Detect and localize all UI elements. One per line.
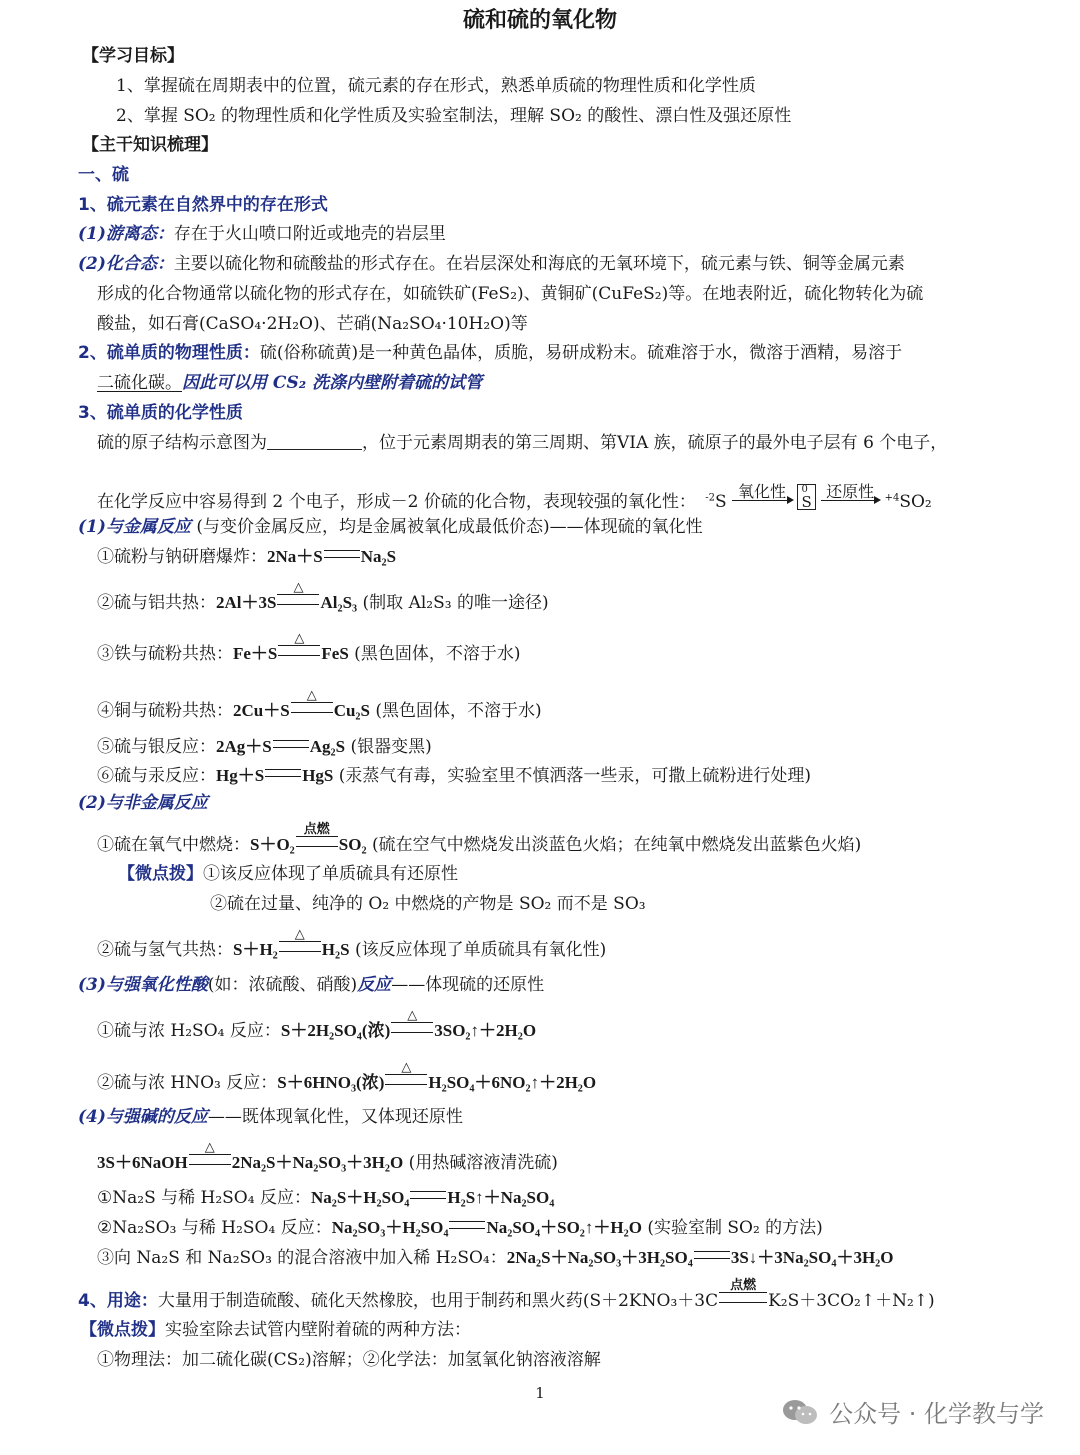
reaction-b1-right: H₂S↑＋Na₂SO₄: [447, 1188, 555, 1207]
reaction-b0: [97, 1140, 1040, 1175]
combined-state-text-1: 主要以硫化物和硫酸盐的形式存在。在岩层深处和海底的无氧环境下，硫元素与铁、铜等金属元素: [173, 254, 905, 274]
reaction-m6-right: HgS: [302, 766, 334, 785]
heading-existence: 1、硫元素在自然界中的存在形式: [78, 195, 328, 215]
heat-sign: [391, 1008, 433, 1033]
reducing-label: 还原性: [826, 482, 875, 501]
heading-chemical: 3、硫单质的化学性质: [78, 403, 243, 423]
reaction-m3-left: Fe＋S: [233, 644, 278, 663]
tip-line-1: [118, 862, 1040, 886]
combined-state-line-3: 酸盐，如石膏(CaSO₄·2H₂O)、芒硝(Na₂SO₄·10H₂O)等: [97, 314, 528, 334]
methods-line: ①物理法：加二硫化碳(CS₂)溶解；②化学法：加氢氧化钠溶液溶解: [97, 1350, 601, 1370]
heat-sign: [291, 688, 333, 713]
reaction-b1-desc: ①Na₂S 与稀 H₂SO₄ 反应：: [97, 1188, 311, 1208]
outline-label: 【主干知识梳理】: [82, 135, 218, 155]
acid-reaction-label: (3)与强氧化性酸: [78, 975, 208, 995]
physical-line-1: [78, 341, 1040, 365]
base-reaction-label: (4)与强碱的反应: [78, 1107, 208, 1127]
heat-sign: [278, 631, 320, 656]
physical-text-2b: 因此可以用 CS₂ 洗涤内壁附着硫的试管: [182, 373, 483, 393]
reaction-m6-left: Hg＋S: [216, 766, 265, 785]
heat-condition: △: [204, 1140, 215, 1155]
reaction-m5-right: Ag₂S: [309, 737, 346, 756]
heat-condition: △: [401, 1060, 412, 1075]
heat-sign: [385, 1060, 427, 1085]
heading-uses: 4、用途：: [78, 1291, 158, 1311]
reaction-b3-left: 2Na₂S＋Na₂SO₃＋3H₂SO₄: [506, 1248, 693, 1267]
reaction-m5: [97, 735, 1040, 759]
base-reaction-heading: [78, 1105, 1040, 1129]
reaction-n2: [97, 927, 1040, 962]
reaction-b1: [97, 1186, 1040, 1210]
reaction-b3-right: 3S↓＋3Na₂SO₄＋3H₂O: [730, 1248, 894, 1267]
reaction-m4: [97, 688, 1040, 723]
combined-state-line-1: [78, 252, 1040, 276]
reaction-n2-note: (该反应体现了单质硫具有氧化性): [349, 940, 607, 960]
base-reaction-desc: ——既体现氧化性，又体现还原性: [207, 1107, 463, 1127]
sulfur-dioxide: SO₂: [899, 492, 932, 512]
reaction-a2-right: H₂SO₄＋6NO₂↑＋2H₂O: [428, 1073, 597, 1092]
heat-sign: [279, 927, 321, 952]
tip2-line: [80, 1318, 1040, 1342]
goal-1: 1、掌握硫在周期表中的位置，硫元素的存在形式，熟悉单质硫的物理性质和化学性质: [116, 76, 756, 96]
reaction-m4-left: 2Cu＋S: [233, 701, 290, 720]
oxidation-plus4: +4: [884, 492, 900, 504]
heat-condition: △: [294, 631, 305, 646]
acid-reaction-desc-1: (如：浓硫酸、硝酸): [207, 975, 358, 995]
reaction-m2-right: Al₂S₃: [320, 593, 358, 612]
watermark: [781, 1394, 1044, 1429]
chemical-line-2: [97, 484, 1040, 514]
reaction-a1-desc: ①硫与浓 H₂SO₄ 反应：: [97, 1021, 281, 1041]
reaction-n2-right: H₂S: [321, 940, 350, 959]
reaction-a2-left: S＋6HNO₃(浓): [277, 1073, 385, 1092]
equals-sign: [694, 1251, 730, 1259]
reaction-m3-right: FeS: [321, 644, 349, 663]
equals-sign: [410, 1191, 446, 1199]
arrow-reducing: [821, 482, 879, 502]
reaction-b3-desc: ③向 Na₂S 和 Na₂SO₃ 的混合溶液中加入稀 H₂SO₄：: [97, 1248, 507, 1268]
heading-physical: 2、硫单质的物理性质：: [78, 343, 260, 363]
physical-text-2a: 二硫化碳。: [97, 373, 182, 393]
reaction-m5-left: 2Ag＋S: [216, 737, 272, 756]
ignite-condition: 点燃: [303, 822, 330, 837]
reaction-b3: [97, 1246, 1040, 1270]
reaction-a1-right: 3SO₂↑＋2H₂O: [434, 1021, 537, 1040]
tip-text-1: ①该反应体现了单质硫具有还原性: [203, 864, 458, 884]
reaction-m4-desc: ④铜与硫粉共热：: [97, 701, 233, 721]
equals-sign: [265, 769, 301, 777]
chemical-text-1b: ，位于元素周期表的第三周期、第VIA 族，硫原子的最外电子层有 6 个电子，: [362, 433, 948, 453]
reaction-m3-desc: ③铁与硫粉共热：: [97, 644, 233, 664]
tip-label: 【微点拨】: [118, 864, 203, 884]
reaction-b0-left: 3S＋6NaOH: [97, 1153, 188, 1172]
ignite-sign: [296, 822, 338, 847]
heat-sign: [277, 580, 319, 605]
reaction-m6-note: (汞蒸气有毒，实验室里不慎洒落一些汞，可撒上硫粉进行处理): [333, 766, 812, 786]
sulfur-minus2: S: [715, 492, 727, 512]
reaction-m1-right: Na₂S: [360, 547, 397, 566]
goals-label: 【学习目标】: [82, 46, 184, 66]
oxidizing-label: 氧化性: [738, 482, 787, 501]
tip2-text: 实验室除去试管内壁附着硫的两种方法：: [165, 1320, 471, 1340]
reaction-n2-desc: ②硫与氢气共热：: [97, 940, 233, 960]
tip2-label: 【微点拨】: [80, 1320, 165, 1340]
physical-text-1: 硫(俗称硫黄)是一种黄色晶体，质脆，易研成粉末。硫难溶于水，微溶于酒精，易溶于: [259, 343, 903, 363]
sulfur-zero-box: [797, 484, 815, 510]
reaction-m5-note: (银器变黑): [345, 737, 432, 757]
metal-reaction-label: (1)与金属反应: [78, 517, 191, 537]
reaction-m5-desc: ⑤硫与银反应：: [97, 737, 216, 757]
chemical-text-2: 在化学反应中容易得到 2 个电子，形成－2 价硫的化合物，表现较强的氧化性：: [97, 492, 696, 512]
reaction-a1-left: S＋2H₂SO₄(浓): [280, 1021, 391, 1040]
reaction-m2-desc: ②硫与铝共热：: [97, 593, 216, 613]
free-state-line: [78, 222, 1040, 246]
heat-condition: △: [306, 688, 317, 703]
reaction-m2-left: 2Al＋3S: [216, 593, 277, 612]
valence-chain: [705, 484, 931, 514]
reaction-b2-desc: ②Na₂SO₃ 与稀 H₂SO₄ 反应：: [97, 1218, 332, 1238]
metal-reaction-desc: (与变价金属反应，均是金属被氧化成最低价态)——体现硫的氧化性: [190, 517, 703, 537]
reaction-m4-note: (黑色固体，不溶于水): [369, 701, 542, 721]
uses-text-end: K₂S＋3CO₂↑＋N₂↑): [768, 1291, 935, 1311]
nonmetal-reaction-label: (2)与非金属反应: [78, 793, 208, 813]
reaction-a1: [97, 1008, 1040, 1043]
reaction-m2-note: (制取 Al₂S₃ 的唯一途径): [357, 593, 549, 613]
heat-condition: △: [294, 927, 305, 942]
watermark-text: 公众号 · 化学教与学: [829, 1400, 1044, 1428]
reaction-b2: [97, 1216, 1040, 1240]
equals-sign: [324, 550, 360, 558]
heat-condition: △: [293, 580, 304, 595]
page-number: 1: [535, 1384, 545, 1402]
ignite-sign: [719, 1278, 767, 1303]
reaction-b2-right: Na₂SO₄＋SO₂↑＋H₂O: [486, 1218, 642, 1237]
reaction-n1-desc: ①硫在氧气中燃烧：: [97, 835, 250, 855]
page-title: 硫和硫的氧化物: [462, 8, 617, 33]
reaction-n2-left: S＋H₂: [233, 940, 278, 959]
oxidation-minus2: -2: [705, 492, 715, 504]
equals-sign: [449, 1221, 485, 1229]
chemical-text-1a: 硫的原子结构示意图为: [97, 433, 267, 453]
acid-reaction-desc-2: ——体现硫的还原性: [391, 975, 545, 995]
reaction-b0-note: (用热碱溶液清洗硫): [403, 1153, 558, 1173]
reaction-n1: [97, 822, 1040, 857]
uses-text: 大量用于制造硫酸、硫化天然橡胶，也用于制药和黑火药(S＋2KNO₃＋3C: [157, 1291, 719, 1311]
ignite-condition: 点燃: [730, 1278, 757, 1293]
reaction-m3: [97, 631, 1040, 666]
wechat-icon: [781, 1398, 819, 1426]
free-state-label: (1)游离态：: [78, 224, 174, 244]
equals-sign: [273, 740, 309, 748]
oxidation-zero: 0: [801, 484, 808, 495]
combined-state-line-2: 形成的化合物通常以硫化物的形式存在，如硫铁矿(FeS₂)、黄铜矿(CuFeS₂)等。在地表附近，硫化物转化为硫: [97, 284, 924, 304]
combined-state-label: (2)化合态：: [78, 254, 174, 274]
heat-sign: [189, 1140, 231, 1165]
physical-line-2: [97, 371, 1040, 395]
reaction-a2: [97, 1060, 1040, 1095]
reaction-m4-right: Cu₂S: [333, 701, 370, 720]
reaction-b2-note: (实验室制 SO₂ 的方法): [641, 1218, 823, 1238]
reaction-m1-desc: ①硫粉与钠研磨爆炸：: [97, 547, 267, 567]
acid-reaction-label-2: 反应: [357, 975, 392, 995]
arrow-oxidizing: [732, 482, 792, 502]
reaction-m6-desc: ⑥硫与汞反应：: [97, 766, 216, 786]
atom-structure-blank: [267, 431, 362, 450]
uses-line: [78, 1278, 1040, 1313]
reaction-n1-note: (硫在空气中燃烧发出淡蓝色火焰；在纯氧中燃烧发出蓝紫色火焰): [366, 835, 862, 855]
reaction-b1-left: Na₂S＋H₂SO₄: [310, 1188, 410, 1207]
chemical-line-1: [97, 431, 1040, 455]
goal-2: 2、掌握 SO₂ 的物理性质和化学性质及实验室制法，理解 SO₂ 的酸性、漂白性及强还原性: [116, 106, 792, 126]
reaction-m1: [97, 545, 1040, 569]
free-state-text: 存在于火山喷口附近或地壳的岩层里: [173, 224, 446, 244]
heat-condition: △: [407, 1008, 418, 1023]
reaction-m2: [97, 580, 1040, 615]
reaction-m3-note: (黑色固体，不溶于水): [348, 644, 521, 664]
reaction-n1-left: S＋O₂: [250, 835, 295, 854]
reaction-n1-right: SO₂: [338, 835, 367, 854]
reaction-b2-left: Na₂SO₃＋H₂SO₄: [331, 1218, 449, 1237]
metal-reaction-heading: [78, 515, 1040, 539]
reaction-a2-desc: ②硫与浓 HNO₃ 反应：: [97, 1073, 278, 1093]
reaction-b0-right: 2Na₂S＋Na₂SO₃＋3H₂O: [231, 1153, 404, 1172]
reaction-m6: [97, 764, 1040, 788]
acid-reaction-heading: [78, 973, 1040, 997]
reaction-m1-left: 2Na＋S: [267, 547, 323, 566]
section-sulfur: 一、硫: [78, 165, 129, 185]
tip-line-2: ②硫在过量、纯净的 O₂ 中燃烧的产物是 SO₂ 而不是 SO₃: [210, 894, 646, 914]
sulfur-zero: S: [801, 493, 812, 511]
